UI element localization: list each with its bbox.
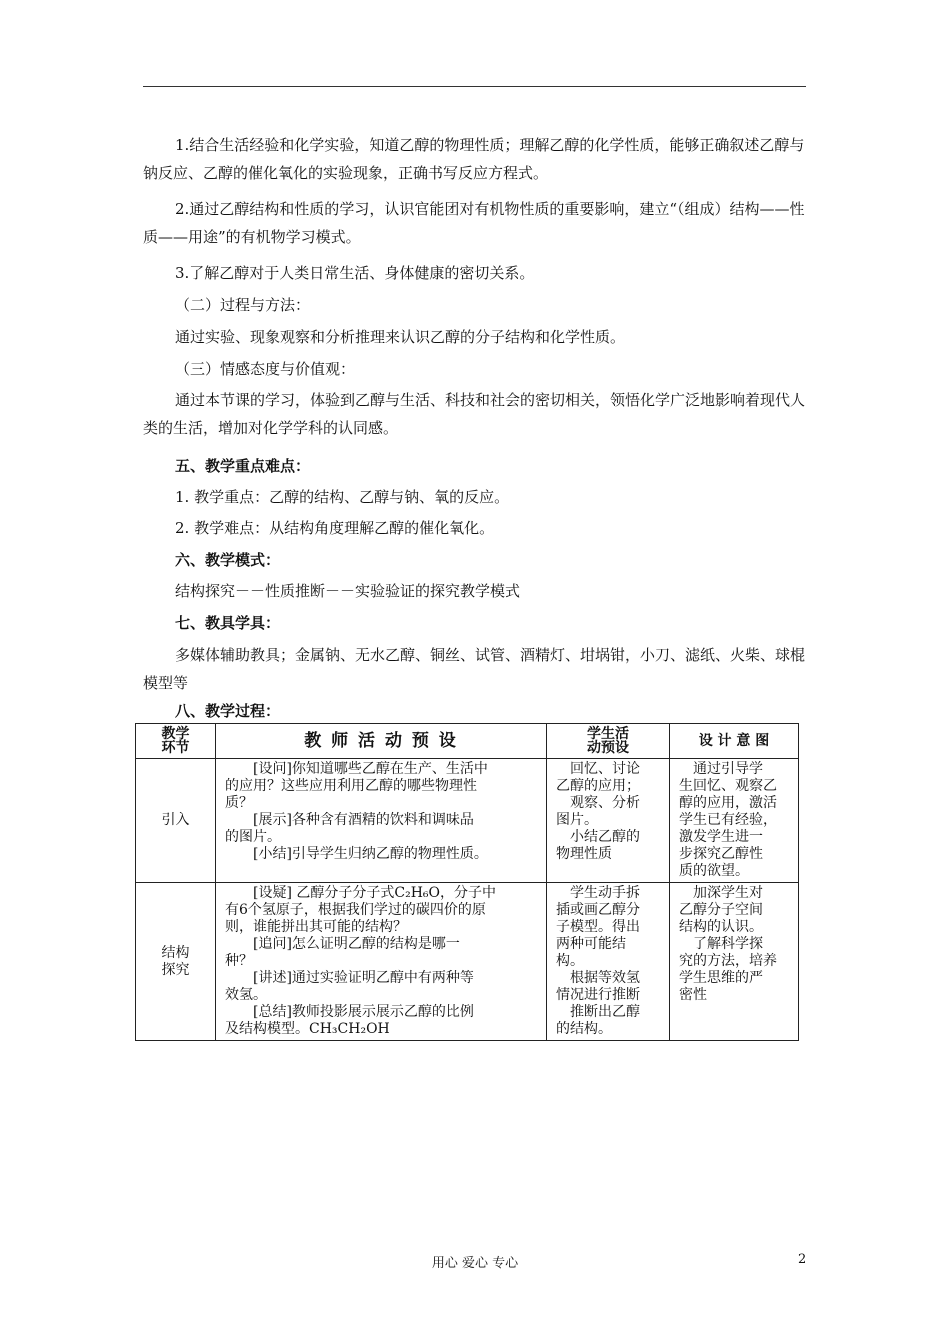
cell-line: [总结]教师投影展示展示乙醇的比例	[253, 1004, 474, 1020]
cell-line: 生回忆、观察乙	[679, 778, 777, 794]
teaching-mode-text: 结构探究－－性质推断－－实验验证的探究教学模式	[175, 582, 521, 600]
cell-line: 通过引导学	[693, 761, 763, 777]
cell-line: 推断出乙醇	[570, 1004, 640, 1020]
table-row	[136, 759, 799, 883]
cell-line: 则，谁能拼出其可能的结构？	[225, 919, 407, 935]
intent-cell	[670, 759, 799, 883]
section-heading-8: 八、教学过程：	[175, 702, 281, 720]
teacher-cell	[216, 759, 547, 883]
process-method-text: 通过实验、现象观察和分析推理来认识乙醇的分子结构和化学性质。	[175, 328, 626, 346]
emotion-text: 通过本节课的学习，体验到乙醇与生活、科技和社会的密切相关，领悟化学广泛地影响着现代人类的生活，增加对化学学科的认同感。	[143, 391, 806, 437]
cell-line: 及结构模型。CH₃CH₂OH	[225, 1021, 390, 1037]
cell-line: 醇的应用，激活	[679, 795, 777, 811]
cell-line: 小结乙醇的	[570, 829, 640, 845]
cell-line: 观察、分析	[570, 795, 640, 811]
objective-2: 2.通过乙醇结构和性质的学习，认识官能团对有机物性质的重要影响，建立“（组成）结构——性质——用途”的有机物学习模式。	[143, 200, 805, 246]
cell-line: 结构的认识。	[679, 919, 763, 935]
objective-3: 3.了解乙醇对于人类日常生活、身体健康的密切关系。	[175, 264, 535, 282]
cell-line: [展示]各种含有酒精的饮料和调味品	[253, 812, 474, 828]
cell-line: 激发学生进一	[679, 829, 763, 845]
header-teacher: 教 师 活 动 预 设	[216, 724, 547, 759]
table-row	[136, 883, 799, 1041]
header-intent: 设 计 意 图	[670, 724, 799, 759]
cell-line: 插或画乙醇分	[556, 902, 640, 918]
header-rule	[143, 86, 806, 87]
cell-line: 回忆、讨论	[570, 761, 640, 777]
cell-line: 的图片。	[225, 829, 281, 845]
teacher-cell	[216, 883, 547, 1041]
process-method-heading: （二）过程与方法：	[175, 296, 311, 314]
cell-line: 学生动手拆	[570, 885, 640, 901]
key-point: 1. 教学重点：乙醇的结构、乙醇与钠、氧的反应。	[175, 488, 510, 506]
cell-line: [追问]怎么证明乙醇的结构是哪一	[253, 936, 460, 952]
cell-line: 的结构。	[556, 1021, 612, 1037]
cell-line: [讲述]通过实验证明乙醇中有两种等	[253, 970, 474, 986]
cell-line: 效氢。	[225, 987, 267, 1003]
cell-line: 学生思维的严	[679, 970, 763, 986]
cell-line: [设问]你知道哪些乙醇在生产、生活中	[253, 761, 488, 777]
cell-line: 两种可能结	[556, 936, 626, 952]
stage-cell: 引入	[136, 759, 216, 883]
cell-line: 子模型。得出	[556, 919, 640, 935]
section-heading-6: 六、教学模式：	[175, 551, 281, 569]
stage-cell: 结构 探究	[136, 883, 216, 1041]
cell-line: 图片。	[556, 812, 598, 828]
cell-line: 物理性质	[556, 846, 612, 862]
cell-line: 学生已有经验，	[679, 812, 777, 828]
section-heading-5: 五、教学重点难点：	[175, 457, 311, 475]
cell-line: 的应用？这些应用利用乙醇的哪些物理性	[225, 778, 477, 794]
intent-cell	[670, 883, 799, 1041]
cell-line: 乙醇的应用；	[556, 778, 640, 794]
cell-line: [小结]引导学生归纳乙醇的物理性质。	[253, 846, 488, 862]
cell-line: 构。	[556, 953, 584, 969]
cell-line: 乙醇分子空间	[679, 902, 763, 918]
footer-motto: 用心 爱心 专心	[431, 1256, 519, 1271]
cell-line: 质？	[225, 795, 253, 811]
cell-line: 情况进行推断	[556, 987, 640, 1003]
cell-line: [设疑] 乙醇分子分子式C₂H₆O，分子中	[253, 885, 496, 901]
difficult-point: 2. 教学难点：从结构角度理解乙醇的催化氧化。	[175, 519, 495, 537]
cell-line: 究的方法，培养	[679, 953, 777, 969]
table-header-row	[136, 724, 799, 759]
cell-line: 加深学生对	[693, 885, 763, 901]
cell-line: 有6个氢原子，根据我们学过的碳四价的原	[225, 902, 486, 918]
teaching-tools-text: 多媒体辅助教具；金属钠、无水乙醇、铜丝、试管、酒精灯、坩埚钳，小刀、滤纸、火柴、球棍模型等	[143, 646, 806, 692]
student-cell	[547, 759, 670, 883]
objective-1: 1.结合生活经验和化学实验，知道乙醇的物理性质；理解乙醇的化学性质，能够正确叙述乙醇与钠反应、乙醇的催化氧化的实验现象，正确书写反应方程式。	[143, 136, 805, 182]
page-number: 2	[798, 1252, 807, 1267]
cell-line: 种？	[225, 953, 253, 969]
teaching-process-table	[135, 723, 799, 1041]
cell-line: 步探究乙醇性	[679, 846, 763, 862]
student-cell	[547, 883, 670, 1041]
cell-line: 了解科学探	[693, 936, 763, 952]
cell-line: 根据等效氢	[570, 970, 640, 986]
cell-line: 质的欲望。	[679, 863, 749, 879]
header-stage: 教学 环节	[136, 724, 216, 759]
cell-line: 密性	[679, 987, 707, 1003]
header-student: 学生活 动预设	[547, 724, 670, 759]
section-heading-7: 七、教具学具：	[175, 614, 281, 632]
emotion-heading: （三）情感态度与价值观：	[175, 360, 356, 378]
